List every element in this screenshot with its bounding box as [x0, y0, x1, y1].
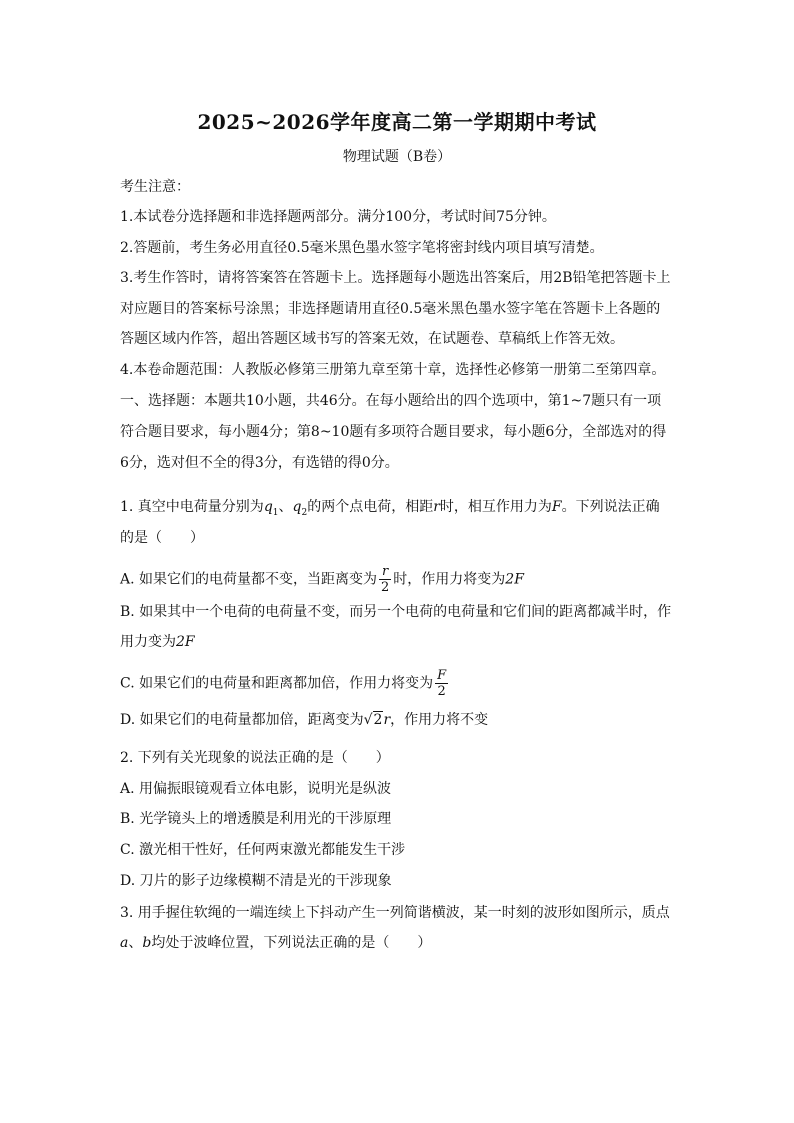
question-2-option-b: B. 光学镜头上的增透膜是利用光的干涉原理	[120, 811, 392, 827]
q1-separator: 、	[278, 499, 293, 515]
q1-option-a-fraction	[379, 564, 391, 595]
q1-q2-letter: q	[292, 499, 302, 515]
q1-q1-letter: q	[263, 499, 273, 515]
q1-option-b-text: 用力变为	[120, 634, 176, 650]
q1-option-a-numerator: r	[379, 564, 391, 580]
notice-item-4: 4.本卷命题范围：人教版必修第三册第九章至第十章，选择性必修第一册第二至第四章。	[120, 362, 666, 378]
exam-title: 2025~2026学年度高二第一学期期中考试	[197, 110, 597, 134]
section-1-instructions-line-2: 符合题目要求，每小题4分；第8~10题有多项符合题目要求，每小题6分，全部选对的得	[120, 424, 667, 440]
question-1-option-a	[120, 564, 680, 595]
section-1-instructions-line-3: 6分，选对但不全的得3分，有选错的得0分。	[120, 455, 399, 471]
q3-symbol-b: b	[142, 935, 152, 951]
q3-symbol-a: a	[120, 935, 129, 951]
notice-item-3-line-1: 3.考生作答时，请将答案答在答题卡上。选择题每小题选出答案后，用2B铅笔把答题卡上	[120, 270, 671, 286]
q1-symbol-q2	[292, 499, 308, 518]
q1-stem-part-a: 1. 真空中电荷量分别为	[120, 499, 264, 515]
q1-option-d-text-b: ，作用力将不变	[390, 712, 489, 728]
notice-item-2: 2.答题前，考生务必用直径0.5毫米黑色墨水签字笔将密封线内项目填写清楚。	[120, 240, 604, 256]
q1-option-a-value: 2F	[505, 571, 524, 588]
q1-stem-part-c: 时，相互作用力为	[439, 499, 552, 515]
q3-separator: 、	[128, 935, 143, 951]
question-2-option-c: C. 激光相干性好，任何两束激光都能发生干涉	[120, 842, 406, 858]
q1-option-d-radicand: 2	[373, 712, 383, 728]
q1-symbol-r: r	[433, 499, 440, 515]
question-1-option-d	[120, 710, 680, 730]
q1-symbol-F: F	[551, 499, 562, 515]
question-3-stem-line-2	[120, 933, 680, 953]
q1-stem-part-b: 的两个点电荷，相距	[307, 499, 434, 515]
sqrt-symbol-icon: √	[363, 712, 373, 728]
q1-option-c-text: C. 如果它们的电荷量和距离都加倍，作用力将变为	[120, 675, 434, 692]
q1-option-a-denominator: 2	[381, 580, 390, 595]
question-3-stem-line-1: 3. 用手握住软绳的一端连续上下抖动产生一列简谐横波，某一时刻的波形如图所示，质点	[120, 905, 670, 921]
question-1-option-b-line-1: B. 如果其中一个电荷的电荷量不变，而另一个电荷的电荷量和它们间的距离都减半时，作	[120, 604, 672, 620]
notice-item-1: 1.本试卷分选择题和非选择题两部分。满分100分，考试时间75分钟。	[120, 209, 556, 225]
question-2-stem: 2. 下列有关光现象的说法正确的是（ ）	[120, 750, 390, 766]
notice-heading: 考生注意：	[120, 179, 190, 195]
q1-option-d-sqrt	[364, 710, 384, 730]
q3-stem-line-2-text: 均处于波峰位置，下列说法正确的是（ ）	[151, 935, 432, 951]
q1-option-a-text-b: 时，作用力将变为	[393, 571, 506, 588]
question-2-option-a: A. 用偏振眼镜观看立体电影，说明光是纵波	[120, 781, 392, 797]
q1-symbol-q1	[263, 499, 279, 518]
q1-q2-subscript: 2	[301, 507, 308, 518]
q1-option-c-fraction	[435, 668, 448, 699]
question-2-option-d: D. 刀片的影子边缘模糊不清是光的干涉现象	[120, 873, 392, 889]
q1-option-d-text-a: D. 如果它们的电荷量都加倍，距离变为	[120, 712, 364, 728]
question-1-option-b-line-2	[120, 632, 680, 652]
q1-option-d-r: r	[383, 712, 391, 728]
notice-item-3-line-2: 对应题目的答案标号涂黑；非选择题请用直径0.5毫米黑色墨水签字笔在答题卡上各题的	[120, 301, 661, 317]
notice-item-3-line-3: 答题区域内作答，超出答题区域书写的答案无效，在试题卷、草稿纸上作答无效。	[120, 331, 624, 347]
q1-option-c-numerator: F	[437, 668, 447, 683]
exam-subtitle: 物理试题（B卷）	[342, 149, 452, 165]
section-1-instructions-line-1: 一、选择题：本题共10小题，共46分。在每小题给出的四个选项中，第1~7题只有一项	[120, 393, 662, 409]
question-1-stem-line-2: 的是（ ）	[120, 530, 204, 546]
question-1-option-c	[120, 668, 680, 699]
q1-option-c-denominator: 2	[437, 684, 446, 699]
q1-option-a-text-a: A. 如果它们的电荷量都不变，当距离变为	[120, 571, 378, 588]
question-1-stem-line-1	[120, 497, 680, 523]
q1-stem-part-d: 。下列说法正确	[561, 499, 660, 515]
q1-q1-subscript: 1	[272, 507, 279, 518]
q1-option-b-value: 2F	[176, 634, 195, 650]
